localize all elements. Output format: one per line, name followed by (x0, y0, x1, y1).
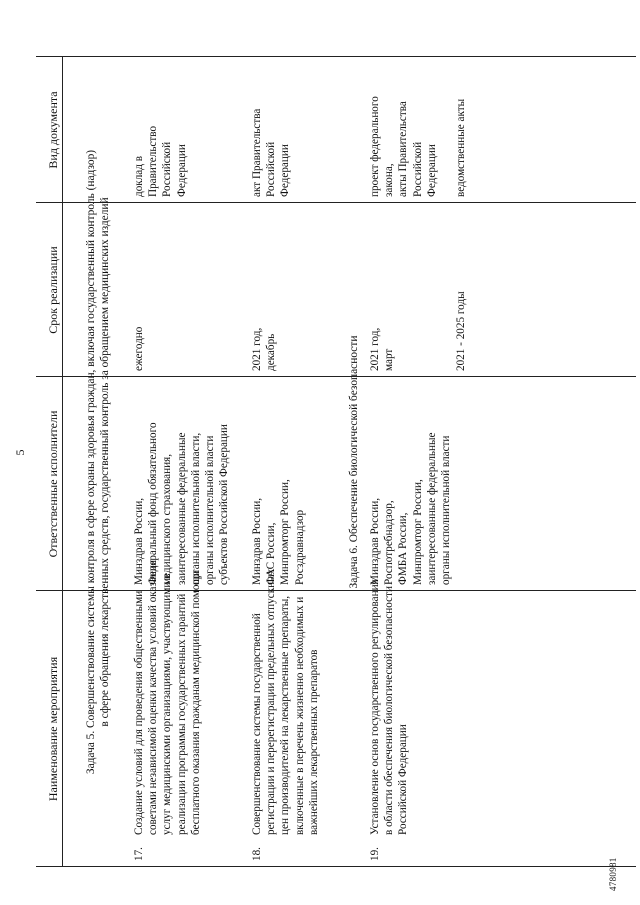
header-term: Срок реализации (46, 246, 60, 334)
row-18-term: 2021 год, декабрь (251, 327, 278, 371)
row-19-term-extra: 2021 - 2025 годы (455, 291, 467, 371)
row-17-doctype: доклад в Правительство Российской Федерации (133, 125, 188, 197)
task-5-heading (84, 57, 112, 867)
row-18-name: Совершенствование системы государственной регистрации и перерегистрации предельных отпускных цен производителей на лекарственные препараты, включенные в перечень жизненно необходимых и важнейших лекарственных препаратов (251, 568, 320, 835)
row-19-term: 2021 год, март (369, 327, 396, 371)
table-border-right (36, 56, 636, 57)
row-17-term: ежегодно (133, 326, 145, 371)
row-17-number: 17. (133, 847, 145, 861)
row-19-executors: Минздрав России, Роспотребнадзор, ФМБА России, Минпромторг России, заинтересованные федеральные органы исполнительной власти (369, 432, 453, 585)
task-5-line-2: в сфере обращения лекарственных средств, государственный контроль за обращением медицинских изделий (99, 197, 112, 727)
row-18-number: 18. (251, 847, 263, 861)
table-border-left (36, 866, 636, 867)
page-number: 5 (13, 449, 27, 456)
row-18-doctype: акт Правительства Российской Федерации (251, 108, 292, 197)
header-doctype: Вид документа (46, 91, 60, 169)
row-17-name: Создание условий для проведения общественными советами независимой оценки качества условий оказания услуг медицинскими организациями, участвующими в реализации программы государственных гарантий бесплатного оказания гражданам медицинской помощи (133, 559, 202, 835)
task-6-heading: Задача 6. Обеспечение биологической безопасности (348, 335, 360, 589)
header-name: Наименование мероприятия (46, 656, 60, 802)
header-divider (62, 57, 63, 867)
row-19-doctype: проект федерального закона, акты Правительства Российской Федерации (369, 96, 438, 197)
row-19-doctype-extra: ведомственные акты (455, 98, 467, 197)
column-divider-term (36, 376, 636, 377)
document-code: 4780981 (608, 857, 618, 891)
header-executors: Ответственные исполнители (46, 410, 60, 558)
row-19-name: Установление основ государственного регулирования в области обеспечения биологической безопасности Российской Федерации (369, 579, 410, 835)
row-19-number: 19. (369, 847, 381, 861)
task-5-line-1: Задача 5. Совершенствование системы контроля в сфере охраны здоровья граждан, включая государственный контроль (надзор) (85, 149, 97, 775)
row-17-executors: Минздрав России, Федеральный фонд обязательного медицинского страхования, заинтересованные федеральные органы исполнительной власти, органы исполнительной власти субъектов Российской Федерации (133, 422, 231, 585)
column-divider-doctype (36, 202, 636, 203)
column-divider-executors (36, 590, 636, 591)
row-18-executors: Минздрав России, ФАС России, Минпромторг России, Росздравнадзор (251, 479, 306, 585)
